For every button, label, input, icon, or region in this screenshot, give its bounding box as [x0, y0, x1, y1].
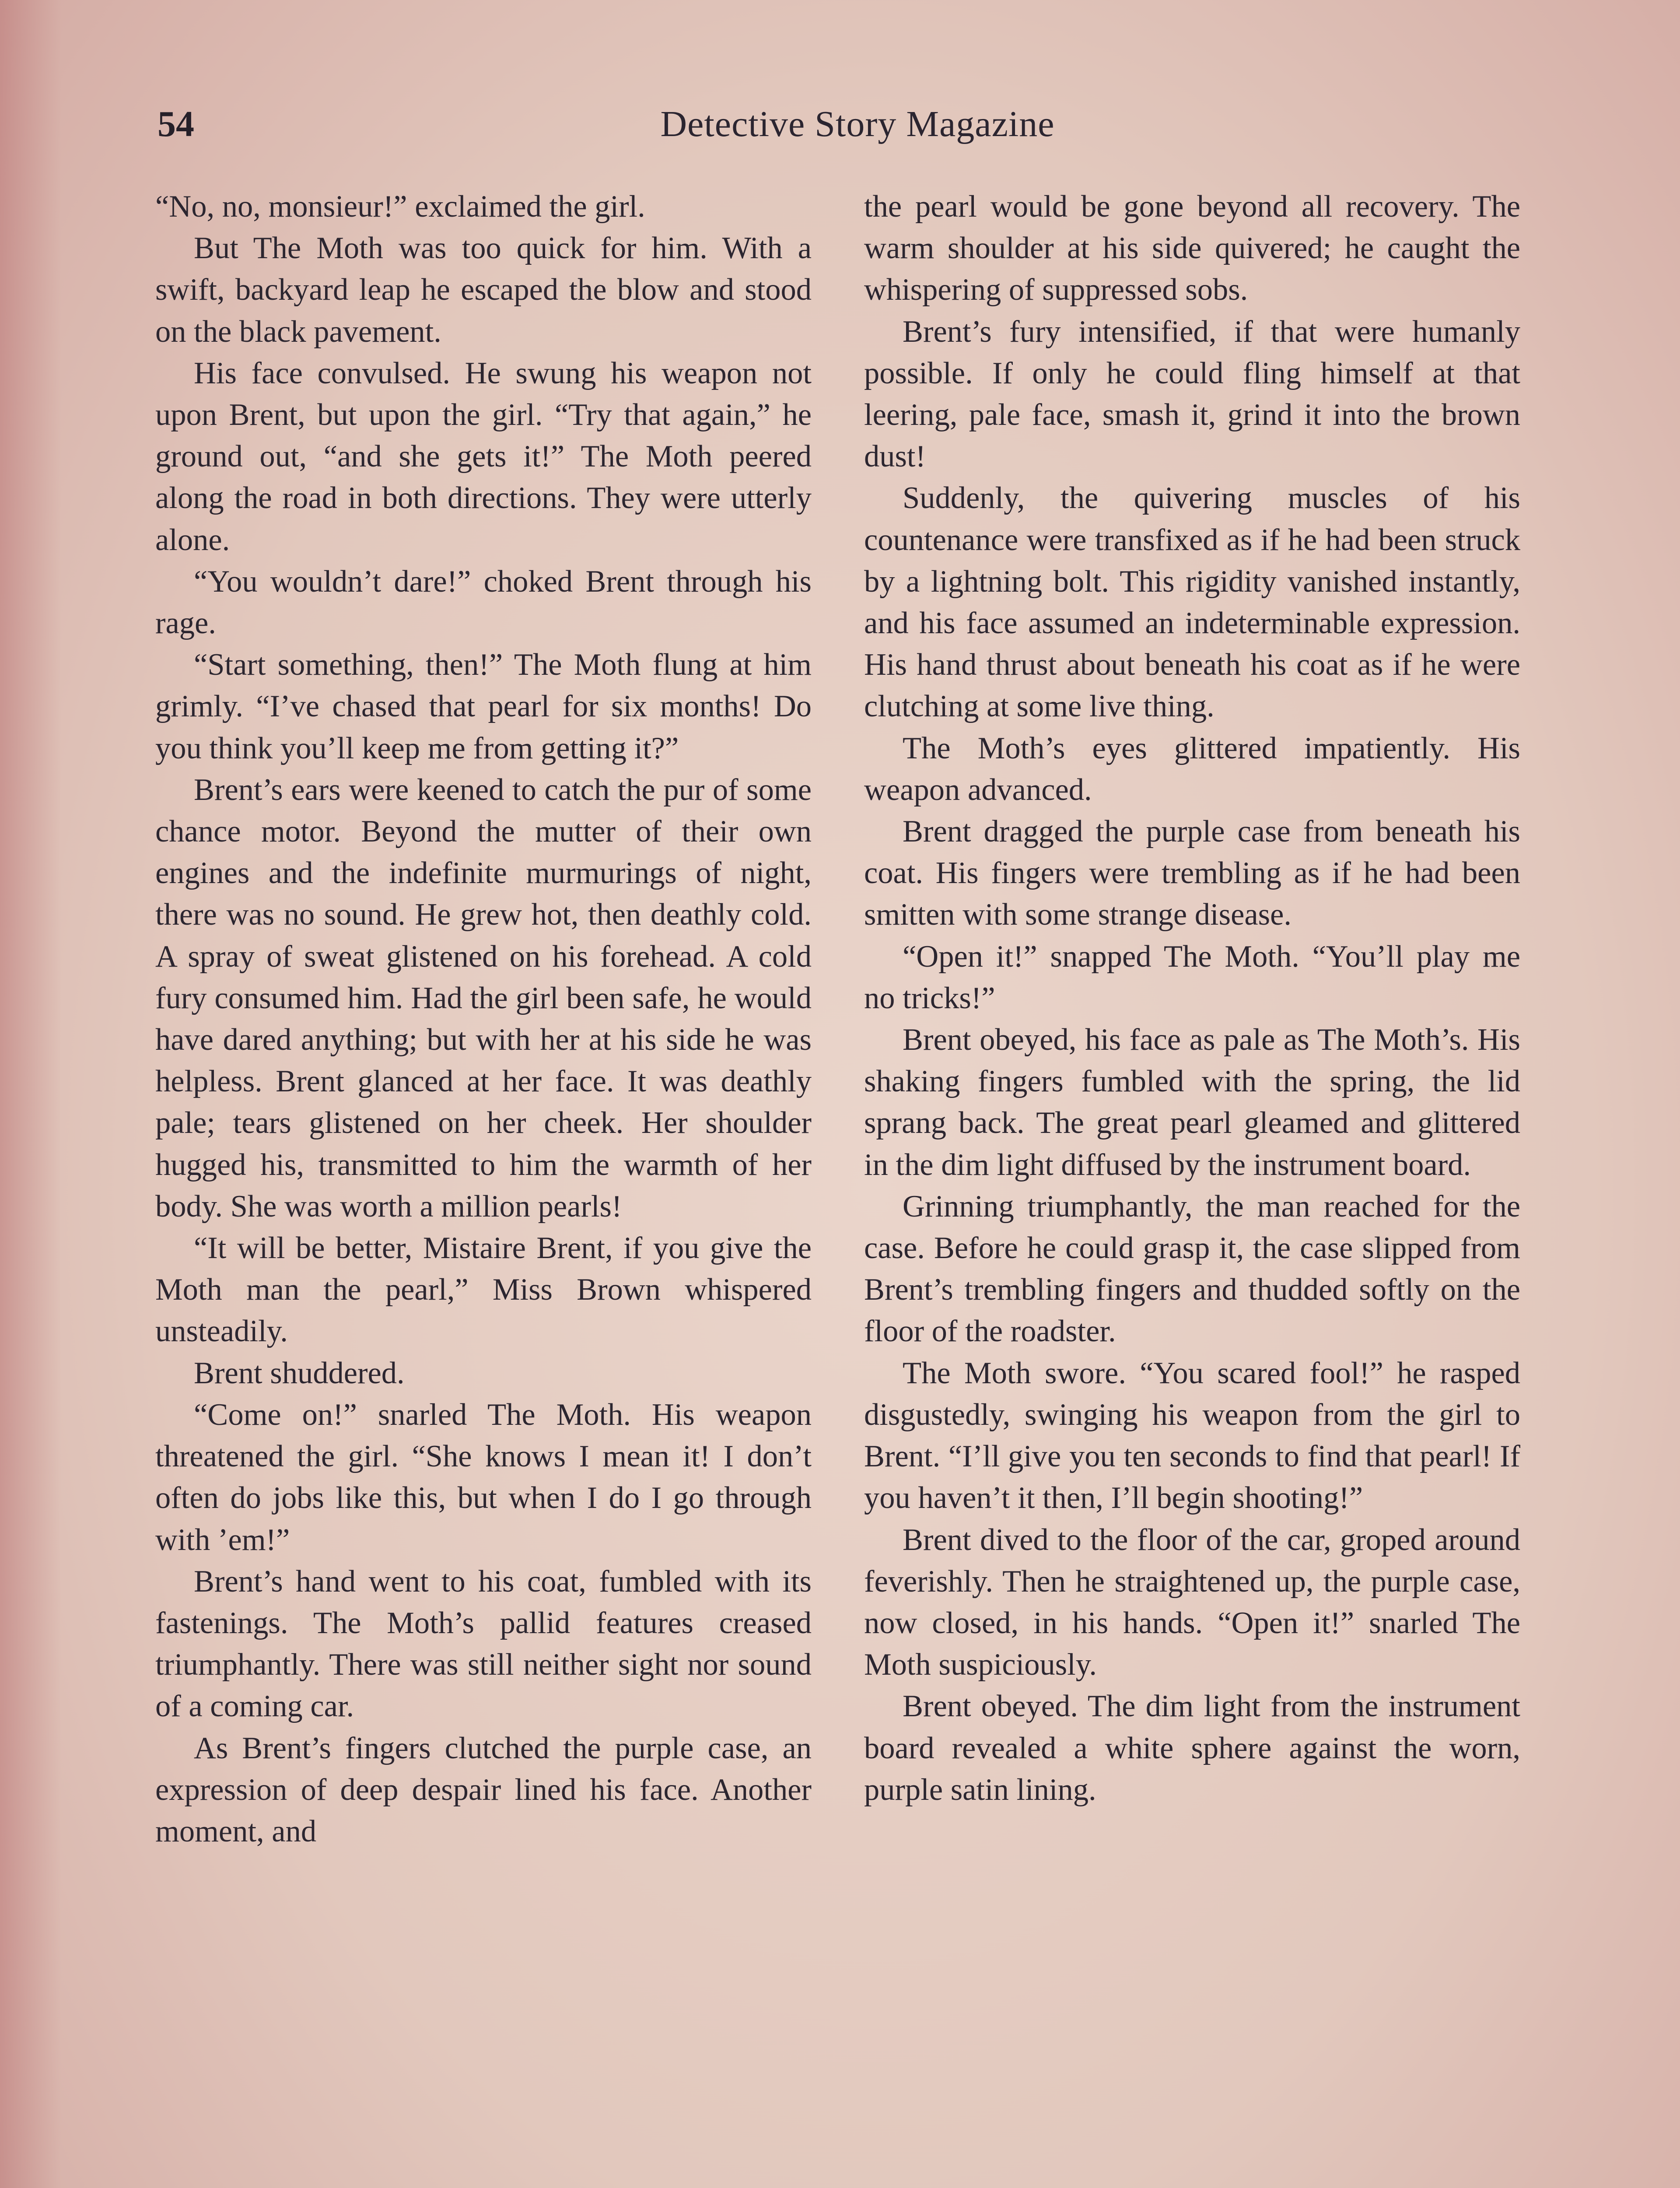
paragraph: But The Moth was too quick for him. With a swift, backyard leap he escaped the blow and stood on the black pavement. [155, 231, 812, 349]
paragraph-continuation: the pearl would be gone beyond all recovery. The warm shoulder at his side quivered; he caught the whispering of suppressed sobs. [864, 189, 1520, 307]
page-header [158, 98, 1558, 160]
paragraph: Brent’s hand went to his coat, fumbled with its fastenings. The Moth’s pallid features creased triumphantly. There was still neither sight nor sound of a coming car. [155, 1564, 812, 1724]
paragraph: Suddenly, the quivering muscles of his countenance were transfixed as if he had been struck by a lightning bolt. This rigidity vanished instantly, and his face assumed an indeterminable expression. His hand thrust about beneath his coat as if he were clutching at some live thing. [864, 481, 1520, 724]
left-column [155, 186, 812, 1852]
page-number: 54 [158, 104, 194, 144]
paragraph: The Moth’s eyes glittered impatiently. His weapon advanced. [864, 731, 1520, 807]
running-title: Detective Story Magazine [660, 104, 1055, 144]
paragraph: Brent’s ears were keened to catch the pur of some chance motor. Beyond the mutter of their own engines and the indefinite murmurings of night, there was no sound. He grew hot, then deathly cold. A spray of sweat glistened on his forehead. A cold fury consumed him. Had the girl been safe, he would have dared anything; but with her at his side he was helpless. Brent glanced at her face. It was deathly pale; tears glistened on her cheek. Her shoulder hugged his, transmitted to him the warmth of her body. She was worth a million pearls! [155, 772, 812, 1224]
paragraph: His face convulsed. He swung his weapon not upon Brent, but upon the girl. “Try that again,” he ground out, “and she gets it!” The Moth peered along the road in both directions. They were utterly alone. [155, 356, 812, 557]
right-column [864, 186, 1520, 1811]
paragraph: Brent dived to the floor of the car, groped around feverishly. Then he straightened up, the purple case, now closed, in his hands. “Open it!” snarled The Moth suspiciously. [864, 1522, 1520, 1682]
paragraph: “Start something, then!” The Moth flung at him grimly. “I’ve chased that pearl for six months! Do you think you’ll keep me from getting it?” [155, 648, 812, 765]
paragraph: “No, no, monsieur!” exclaimed the girl. [155, 189, 645, 224]
paragraph: Brent shuddered. [194, 1356, 405, 1390]
page-edge-shading [0, 0, 61, 2188]
paragraph: Brent’s fury intensified, if that were humanly possible. If only he could fling himself at that leering, pale face, smash it, grind it into the brown dust! [864, 314, 1520, 474]
paragraph: Brent obeyed, his face as pale as The Moth’s. His shaking fingers fumbled with the spring, the lid sprang back. The great pearl gleamed and glittered in the dim light diffused by the instrument board. [864, 1023, 1520, 1182]
paragraph: “Open it!” snapped The Moth. “You’ll play me no tricks!” [864, 939, 1520, 1015]
paragraph: “It will be better, Mistaire Brent, if you give the Moth man the pearl,” Miss Brown whispered unsteadily. [155, 1231, 812, 1349]
paragraph: Brent obeyed. The dim light from the instrument board revealed a white sphere against the worn, purple satin lining. [864, 1689, 1520, 1807]
paragraph: “You wouldn’t dare!” choked Brent through his rage. [155, 564, 812, 641]
paragraph: The Moth swore. “You scared fool!” he rasped disgustedly, swinging his weapon from the girl to Brent. “I’ll give you ten seconds to find that pearl! If you haven’t it then, I’ll begin shooting!” [864, 1356, 1520, 1515]
paragraph: Brent dragged the purple case from beneath his coat. His fingers were trembling as if he had been smitten with some strange disease. [864, 814, 1520, 932]
paragraph: “Come on!” snarled The Moth. His weapon threatened the girl. “She knows I mean it! I don’t often do jobs like this, but when I do I go through with ’em!” [155, 1397, 812, 1557]
paragraph: Grinning triumphantly, the man reached for the case. Before he could grasp it, the case slipped from Brent’s trembling fingers and thudded softly on the floor of the roadster. [864, 1189, 1520, 1349]
paragraph: As Brent’s fingers clutched the purple case, an expression of deep despair lined his face. Another moment, and [155, 1731, 812, 1848]
